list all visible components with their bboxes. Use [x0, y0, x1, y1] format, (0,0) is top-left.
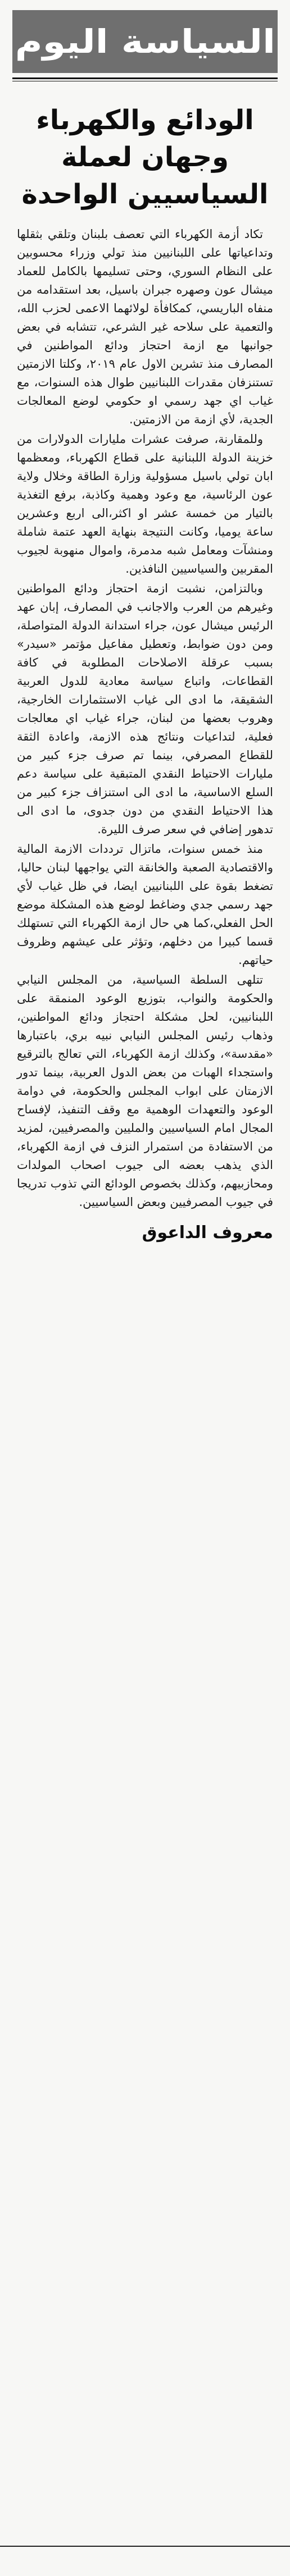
article-paragraph: تتلهى السلطة السياسية، من المجلس النيابي والحكومة والنواب، بتوزيع الوعود المنمقة على اللبنانيين، لحل مشكلة احتجاز ودائع المواطنين، وذهاب رئيس المجلس النيابي نبيه بري، باعتبارها «مقدسة»، وكذلك ازمة الكهرباء، التي تعالج بالترقيع واستجداء الهبات من بعض الدول العربية، بينما تدور الازمتان على ابواب المجلس والحكومة، في دوامة الوعود والتعهدات الوهمية مع وقف التنفيذ، لإفساح المجال امام السياسيين والمليين والمصرفيين، لمزيد من الاستفادة من استمرار النزف في ازمة الكهرباء، الذي يذهب بعضه الى جيوب اصحاب المولدات ومحازبيهم، وكذلك بخصوص الودائع التي تذوب تدريجا في جيوب المصرفيين وبعض السياسيين.	[17, 973, 273, 1209]
author-signature: معروف الداعوق	[142, 1223, 273, 1243]
article-paragraph: وبالتزامن، نشبت ازمة احتجاز ودائع المواطنين وغيرهم من العرب والاجانب في المصارف، إبان عهد الرئيس ميشال عون، جراء استدانة الدولة المتواصلة، ومن دون ضوابط، وتعطيل مفاعيل مؤتمر «سيدر» بسبب عرقلة الاصلاحات المطلوبة في كافة القطاعات، واتباع سياسة معادية للدول العربية الشقيقة، ما ادى الى غياب الاستثمارات الخارجية، وهروب بعضها من لبنان، جراء غياب اي معالجات فعلية، لتداعيات ونتائج هذه الازمة، واعادة الثقة للقطاع المصرفي، بينما تم صرف جزء كبير من مليارات الاحتياط النقدي المتبقية على سياسة دعم السلع الاساسية، ما ادى الى استنزاف جزء كبير من هذا الاحتياط النقدي من دون جدوى، ما ادى الى تدهور إضافي في سعر صرف الليرة.	[17, 582, 273, 836]
section-masthead	[12, 10, 278, 73]
article-paragraph: منذ خمس سنوات، ماتزال ترددات الازمة المالية والاقتصادية الصعبة والخانقة التي يواجهها لبنان حاليا، تضغط بقوة على اللبنانيين ايضا، في ظل غياب لأي جهد رسمي جدي وضاغط لوضع هذه المشكلة موضع الحل الفعلي،كما هي حال ازمة الكهرباء التي تستهلك قسما كبيرا من دخلهم، وتؤثر على عيشهم وظروف حياتهم.	[17, 842, 273, 967]
article-headline: الودائع والكهرباء وجهان لعملة السياسيين الواحدة	[21, 104, 269, 210]
column-bottom-divider	[0, 2546, 290, 2547]
masthead-divider	[12, 77, 278, 81]
article-body	[17, 225, 273, 1212]
masthead-title: السياسة اليوم	[15, 22, 275, 61]
article-paragraph: وللمقارنة، صرفت عشرات مليارات الدولارات من خزينة الدولة اللبنانية على قطاع الكهرباء، ومعظمها ابان تولي باسيل مسؤولية وزارة الطاقة وخلال ولاية عون الرئاسية، مع وعود وهمية وكاذبة، برفع التغذية بالتيار من خمسة عشر او اكثر،الى اربع وعشرين ساعة يوميا، وكانت النتيجة بنهاية العهد عتمة شاملة ومنشآت ومعامل شبه مدمرة، واموال منهوبة لجيوب المقربين والسياسيين النافذين.	[17, 432, 273, 576]
article-paragraph: تكاد أزمة الكهرباء التي تعصف بلبنان وتلقي بثقلها وتداعياتها على اللبنانيين منذ تولي وزراء محسوبين على النظام السوري، وحتى تسليمها بالكامل للعماد ميشال عون وصهره جبران باسيل، بعد استقدامه من منفاه الباريسي، كمكافأة لولائهما الاعمى لحزب الله، والتعمية على سلاحه غير الشرعي، تتشابه في بعض جوانبها مع ازمة احتجاز ودائع المواطنين في المصارف منذ تشرين الاول عام ٢٠١٩، وكلتا الازمتين تستنزفان مقدرات اللبنانيين طوال هذه السنوات، مع غياب اي جهد رسمي او حكومي لوضع المعالجات الجدية، لأي ازمة من الازمتين.	[17, 227, 273, 426]
